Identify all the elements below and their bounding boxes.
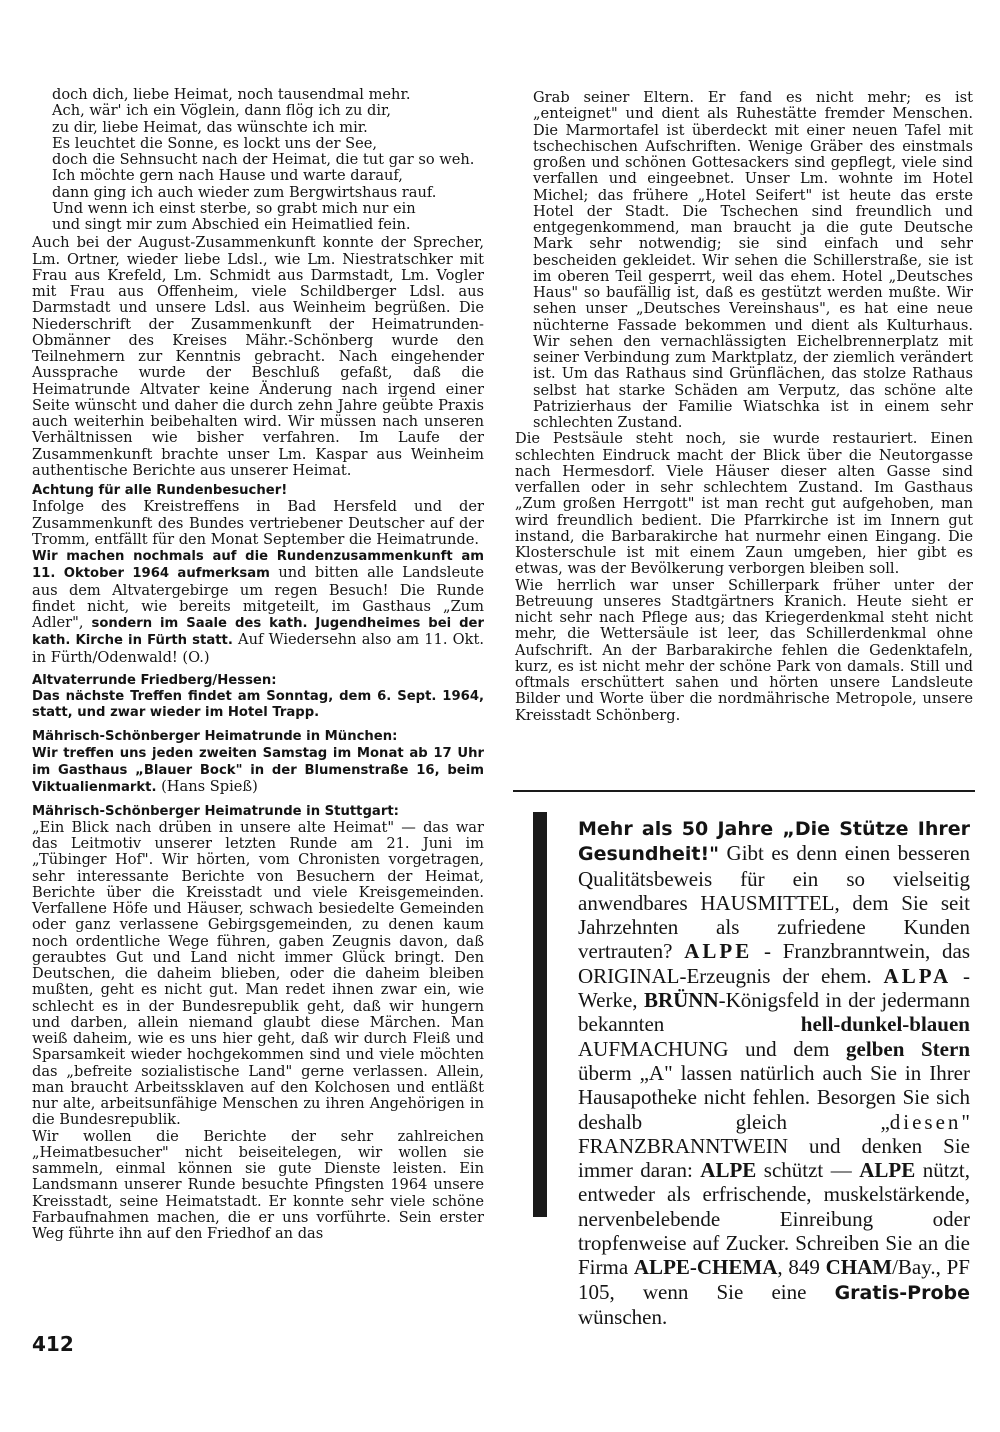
poem-line: Und wenn ich einst sterbe, so grabt mich nur ein xyxy=(52,199,416,217)
right-column xyxy=(515,90,973,724)
oktober-bold-2: sondern im Saale des kath. Jugendheimes bei der kath. Kirche in Fürth statt. xyxy=(32,616,485,649)
pestsaeule-paragraph: Die Pestsäule steht noch, sie wurde restauriert. Einen schlechten Eindruck macht der Blick über die Neutorgasse nach Hermesdorf. Viele Häuser dieser alten Gasse sind verfallen oder in sehr schlechtem Zustand. Im Gasthaus „Zum großen Herrgott" ist man recht gut aufgehoben, man wird freundlich bedient. Die Pfarrkirche ist im Innern gut instand, die Barbarakirche hat nurmehr einen Eingang. Die Klosterschule ist mit einem Zaun umgeben, hier gibt es etwas, was der Bevölkerung verborgen bleiben soll. xyxy=(515,430,973,578)
poem-line: Es leuchtet die Sonne, es lockt uns der See, xyxy=(52,134,378,152)
ad-text: -Königsfeld in der jedermann bekannten xyxy=(578,988,970,1037)
achtung-paragraph: Infolge des Kreistreffens in Bad Hersfeld und der Zusammenkunft des Bundes vertriebener Deutscher auf der Tromm, entfällt für den Monat September die Heimatrunde. xyxy=(32,498,484,548)
poem-line: doch dich, liebe Heimat, noch tausendmal mehr. xyxy=(52,86,411,103)
ad-text: schützt — xyxy=(756,1158,860,1183)
poem-line: doch die Sehnsucht nach der Heimat, die tut gar so weh. xyxy=(52,151,475,168)
ad-alpe-3: ALPE xyxy=(859,1158,916,1183)
oktober-bold-1: Wir machen nochmals auf die Rundenzusammenkunft am 11. Oktober 1964 aufmerksam xyxy=(32,549,484,582)
heimatlied-poem xyxy=(32,87,484,233)
ad-text: wünschen. xyxy=(578,1304,668,1329)
achtung-heading: Achtung für alle Rundenbesucher! xyxy=(32,483,288,498)
separator-rule xyxy=(513,790,975,792)
ad-text: , 849 xyxy=(777,1255,826,1280)
stuttgart-paragraph: „Ein Blick nach drüben in unsere alte Heimat" — das war das Leitmotiv unserer letzten Runde am 21. Juni im „Tübinger Hof". Wir hörten, vom Chronisten vorgetragen, sehr interessante Berichte von Besuchern der Heimat, Berichte über die Kreisstadt und viele Kreisgemeinden. Verfallene Höfe und Häuser, schwach besiedelte Gemeinden oder ganz verlassene Gebirgsgemeinden, zu denen kaum noch ordentliche Wege führen, gaben Zeugnis davon, daß geraubtes Gut und Land nicht immer Glück bringt. Den Deutschen, die daheim blieben, oder die daheim bleiben mußten, geht es nicht gut. Man redet ihnen zwar ein, wie schlecht es in der Bundesrepublik geht, daß wir hungern und darben, allein niemand glaubt diese Märchen. Man weiß daheim, wie es uns hier geht, daß wir durch Fleiß und Sparsamkeit wieder hochgekommen sind und viele möchten das „befreite sozialistische Land" gerne verlassen. Allein, man braucht Arbeitssklaven auf den Kolchosen und entläßt nur alte, arbeitsunfähige Menschen zu ihren Angehörigen in die Bundesrepublik. xyxy=(32,818,484,1129)
ad-company: ALPE-CHEMA xyxy=(633,1255,778,1280)
muenchen-bold: Wir treffen uns jeden zweiten Samstag im Monat ab 17 Uhr im Gasthaus „Blauer Bock" in der Blumenstraße 16, beim Viktualienmarkt. xyxy=(32,745,484,796)
ad-text: - Werke, xyxy=(578,963,970,1013)
ad-brand-alpe: ALPE xyxy=(684,939,753,964)
ad-free-sample: Gratis-Probe xyxy=(834,1281,970,1304)
august-meeting-paragraph: Auch bei der August-Zusammenkunft konnte der Sprecher, Lm. Ortner, wieder liebe Ldsl., wie Lm. Niestratschker mit Frau aus Krefeld, Lm. Schmidt aus Darmstadt, Lm. Vogler mit Frau aus Offenheim, viele Schildberger Ldsl. aus Darmstadt und unsere Ldsl. aus Weinheim begrüßen. Die Niederschrift der Zusammenkunft der Heimatrunden-Obmänner des Kreises Mähr.-Schönberg wurde den Teilnehmern zur Kenntnis gebracht. Nach eingehender Aussprache wurde der Beschluß gefaßt, daß die Heimatrunde Altvater keine Änderung nach irgend einer Seite wünscht und daher die durch zehn Jahre geübte Praxis auch weiterhin beibehalten wird. Wir müssen nach unseren Verhältnissen wie bisher verfahren. Im Laufe der Zusammenkunft brachte unser Lm. Kaspar aus Weinheim authentische Berichte aus unserer Heimat. xyxy=(32,234,484,479)
muenchen-heading: Mährisch-Schönberger Heimatrunde in München: xyxy=(32,728,398,744)
ad-text: " FRANZBRANNTWEIN und denken Sie immer daran: xyxy=(578,1109,970,1183)
friedberg-paragraph: Das nächste Treffen findet am Sonntag, dem 6. Sept. 1964, statt, und zwar wieder im Hotel Trapp. xyxy=(32,689,484,721)
ad-city-cham: CHAM xyxy=(825,1255,893,1280)
poem-line: dann ging ich auch wieder zum Bergwirtshaus rauf. xyxy=(52,183,437,201)
grab-paragraph: Grab seiner Eltern. Er fand es nicht mehr; es ist „enteignet" und dient als Ruhestätte fremder Menschen. Die Marmortafel ist überdeckt mit einer neuen Tafel mit tschechischen Aufschriften. Wenige Gräber des einstmals großen und schönen Gottesackers sind gepflegt, viele sind verfallen und eingeebnet. Unser Lm. wohnte im Hotel Michel; das frühere „Hotel Seifert" ist heute das erste Hotel der Stadt. Die Tschechen sind freundlich und entgegenkommend, man braucht ja die gute Deutsche Mark sehr notwendig; sie sind einfach und sehr bescheiden gekleidet. Wir sehen die Schillerstraße, sie ist im oberen Teil gesperrt, weil das ehem. Hotel „Deutsches Haus" so baufällig ist, daß es gestützt werden mußte. Wir sehen unser „Deutsches Vereinshaus", es hat eine neue nüchterne Fassade bekommen und dient als Kulturhaus. Wir sehen den vernachlässigten Eichelbrennerplatz mit seiner Verbindung zum Marktplatz, der ziemlich verändert ist. Um das Rathaus sind Grünflächen, das stolze Rathaus selbst hat starke Schäden am Verputz, das schöne alte Patrizierhaus der Familie Wiatschka ist in einem sehr schlechten Zustand. xyxy=(533,89,973,431)
poem-line: Ich möchte gern nach Hause und warte darauf, xyxy=(52,167,403,185)
berichte-paragraph: Wir wollen die Berichte der sehr zahlreichen „Heimatbesucher" nicht beiseitelegen, wir wollen sie sammeln, einmal können sie gute Dienste leisten. Ein Landsmann unserer Runde besuchte Pfingsten 1964 unsere Kreisstadt, seine Heimatstadt. Er konnte sehr viele schöne Farbaufnahmen machen, die er uns vorführte. Sein erster Weg führte ihn auf den Friedhof an das xyxy=(32,1127,484,1242)
poem-line: und singt mir zum Abschied ein Heimatlied fein. xyxy=(52,216,411,233)
ad-text: nützt, entweder als erfrischende, muskelstärkende, nervenbelebende Einreibung oder tropfenweise auf Zucker. Schreiben Sie an die Firma xyxy=(578,1158,970,1280)
oktober-text-2: Auf Wiedersehn also am 11. Okt. in Fürth/Odenwald! (O.) xyxy=(32,631,484,666)
ad-packaging: hell-dunkel-blauen xyxy=(800,1012,970,1037)
ad-spaced-word: diesen xyxy=(889,1109,962,1134)
oktober-paragraph xyxy=(32,548,484,666)
ad-text: Gibt es denn einen besseren Qualitätsbeweis für ein so vielseitig anwendbares HAUSMITTEL, dem Sie seit Jahrzehnten als zufriedene Kunden vertrauten? xyxy=(578,841,970,964)
muenchen-paragraph xyxy=(32,745,484,797)
left-column xyxy=(32,87,484,1242)
ad-text: überm „A" lassen natürlich auch Sie in Ihrer Hausapotheke nicht fehlen. Besorgen Sie sich deshalb gleich „ xyxy=(578,1060,970,1134)
ad-black-bar xyxy=(533,812,547,1217)
stuttgart-heading: Mährisch-Schönberger Heimatrunde in Stuttgart: xyxy=(32,803,399,819)
ad-alpe-2: ALPE xyxy=(700,1158,757,1183)
ad-headline: Mehr als 50 Jahre „Die Stütze Ihrer Gesundheit!" xyxy=(578,818,970,866)
poem-line: zu dir, liebe Heimat, das wünschte ich mir. xyxy=(52,118,368,136)
muenchen-author: (Hans Spieß) xyxy=(156,778,258,796)
ad-text: - Franzbranntwein, das ORIGINAL-Erzeugnis der ehem. xyxy=(578,939,970,988)
friedberg-heading: Altvaterrunde Friedberg/Hessen: xyxy=(32,672,277,688)
ad-text: AUFMACHUNG und dem xyxy=(578,1036,847,1061)
ad-text: /Bay., PF 105, wenn Sie eine xyxy=(578,1255,970,1304)
ad-star: gelben Stern xyxy=(846,1036,970,1061)
oktober-text-1: und bitten alle Landsleute aus dem Altvatergebirge um regen Besuch! Die Runde findet nicht, wie bereits mitgeteilt, im Gasthaus „Zum Adler", xyxy=(32,564,485,631)
ad-city-bruenn: BRÜNN xyxy=(643,988,719,1013)
page-number: 412 xyxy=(32,1332,74,1356)
alpe-advertisement xyxy=(578,816,970,1329)
schillerpark-paragraph: Wie herrlich war unser Schillerpark früher unter der Betreuung unseres Stadtgärtners Kranich. Heute sieht er nicht sehr nach Pflege aus; das Kriegerdenkmal steht nicht mehr, die Wettersäule ist leer, das Schillerdenkmal ohne Aufschrift. An der Barbarakirche fehlen die Gedenktafeln, kurz, es ist nicht mehr der schöne Park von damals. Still und oftmals erschüttert sahen und hörten unsere Landsleute Bilder und Worte über die nordmährische Metropole, unsere Kreisstadt Schönberg. xyxy=(515,576,973,724)
ad-brand-alpa: ALPA xyxy=(883,963,952,988)
poem-line: Ach, wär' ich ein Vöglein, dann flög ich zu dir, xyxy=(52,102,392,120)
